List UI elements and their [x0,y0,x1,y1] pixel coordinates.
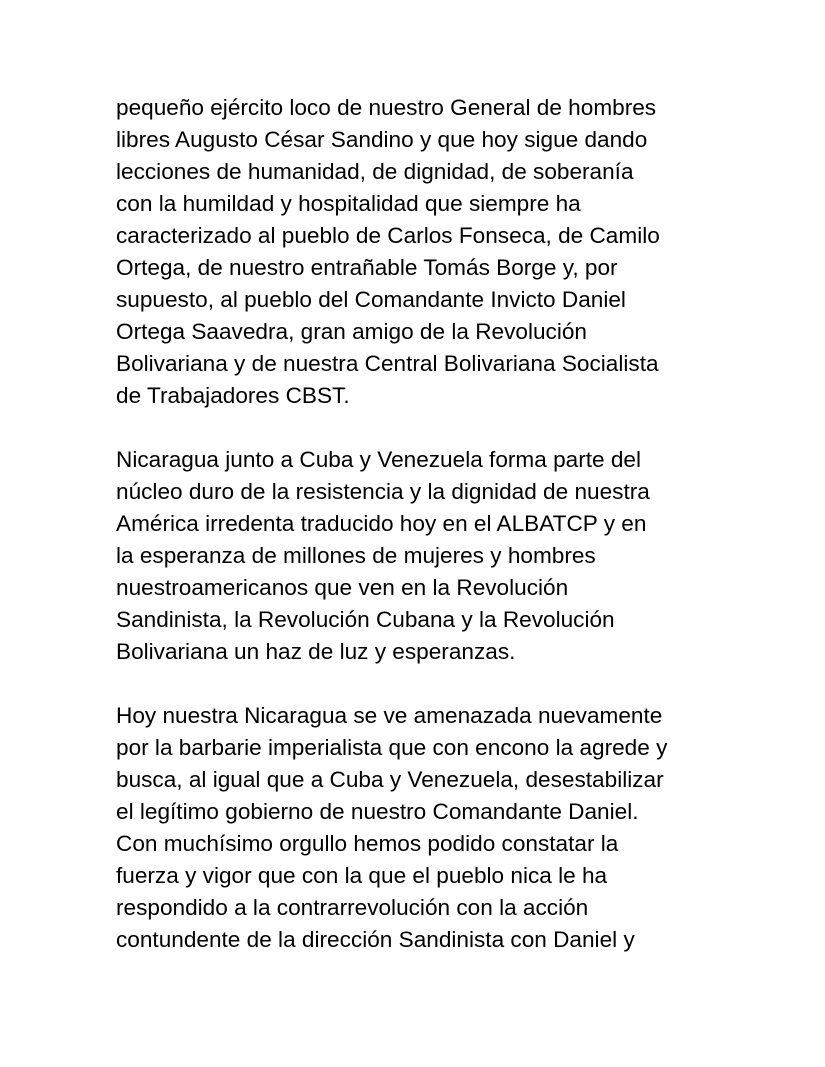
text-line: Con muchísimo orgullo hemos podido constatar la [116,831,619,856]
text-line: busca, al igual que a Cuba y Venezuela, desestabilizar [116,767,664,792]
text-line: lecciones de humanidad, de dignidad, de soberanía [116,159,634,184]
text-line: América irredenta traducido hoy en el ALBATCP y en [116,511,647,536]
text-line: pequeño ejército loco de nuestro General de hombres [116,95,657,120]
text-line: libres Augusto César Sandino y que hoy sigue dando [116,127,648,152]
text-line: supuesto, al pueblo del Comandante Invicto Daniel [116,287,626,312]
paragraph-2 [116,444,716,668]
text-line: núcleo duro de la resistencia y la dignidad de nuestra [116,479,650,504]
text-line: Ortega, de nuestro entrañable Tomás Borge y, por [116,255,618,280]
text-line: Ortega Saavedra, gran amigo de la Revolución [116,319,587,344]
text-line: Bolivariana un haz de luz y esperanzas. [116,639,516,664]
paragraph-1 [116,92,716,412]
text-line: contundente de la dirección Sandinista con Daniel y [116,927,635,952]
text-line: por la barbarie imperialista que con encono la agrede y [116,735,668,760]
document-body [116,92,716,988]
text-line: de Trabajadores CBST. [116,383,350,408]
text-line: caracterizado al pueblo de Carlos Fonseca, de Camilo [116,223,660,248]
text-line: fuerza y vigor que con la que el pueblo nica le ha [116,863,608,888]
text-line: nuestroamericanos que ven en la Revolución [116,575,569,600]
text-line: Bolivariana y de nuestra Central Bolivariana Socialista [116,351,659,376]
text-line: Nicaragua junto a Cuba y Venezuela forma parte del [116,447,642,472]
text-line: respondido a la contrarrevolución con la acción [116,895,589,920]
text-line: con la humildad y hospitalidad que siempre ha [116,191,581,216]
text-line: Sandinista, la Revolución Cubana y la Revolución [116,607,615,632]
paragraph-3 [116,700,716,956]
text-line: el legítimo gobierno de nuestro Comandante Daniel. [116,799,639,824]
text-line: la esperanza de millones de mujeres y hombres [116,543,596,568]
text-line: Hoy nuestra Nicaragua se ve amenazada nuevamente [116,703,663,728]
